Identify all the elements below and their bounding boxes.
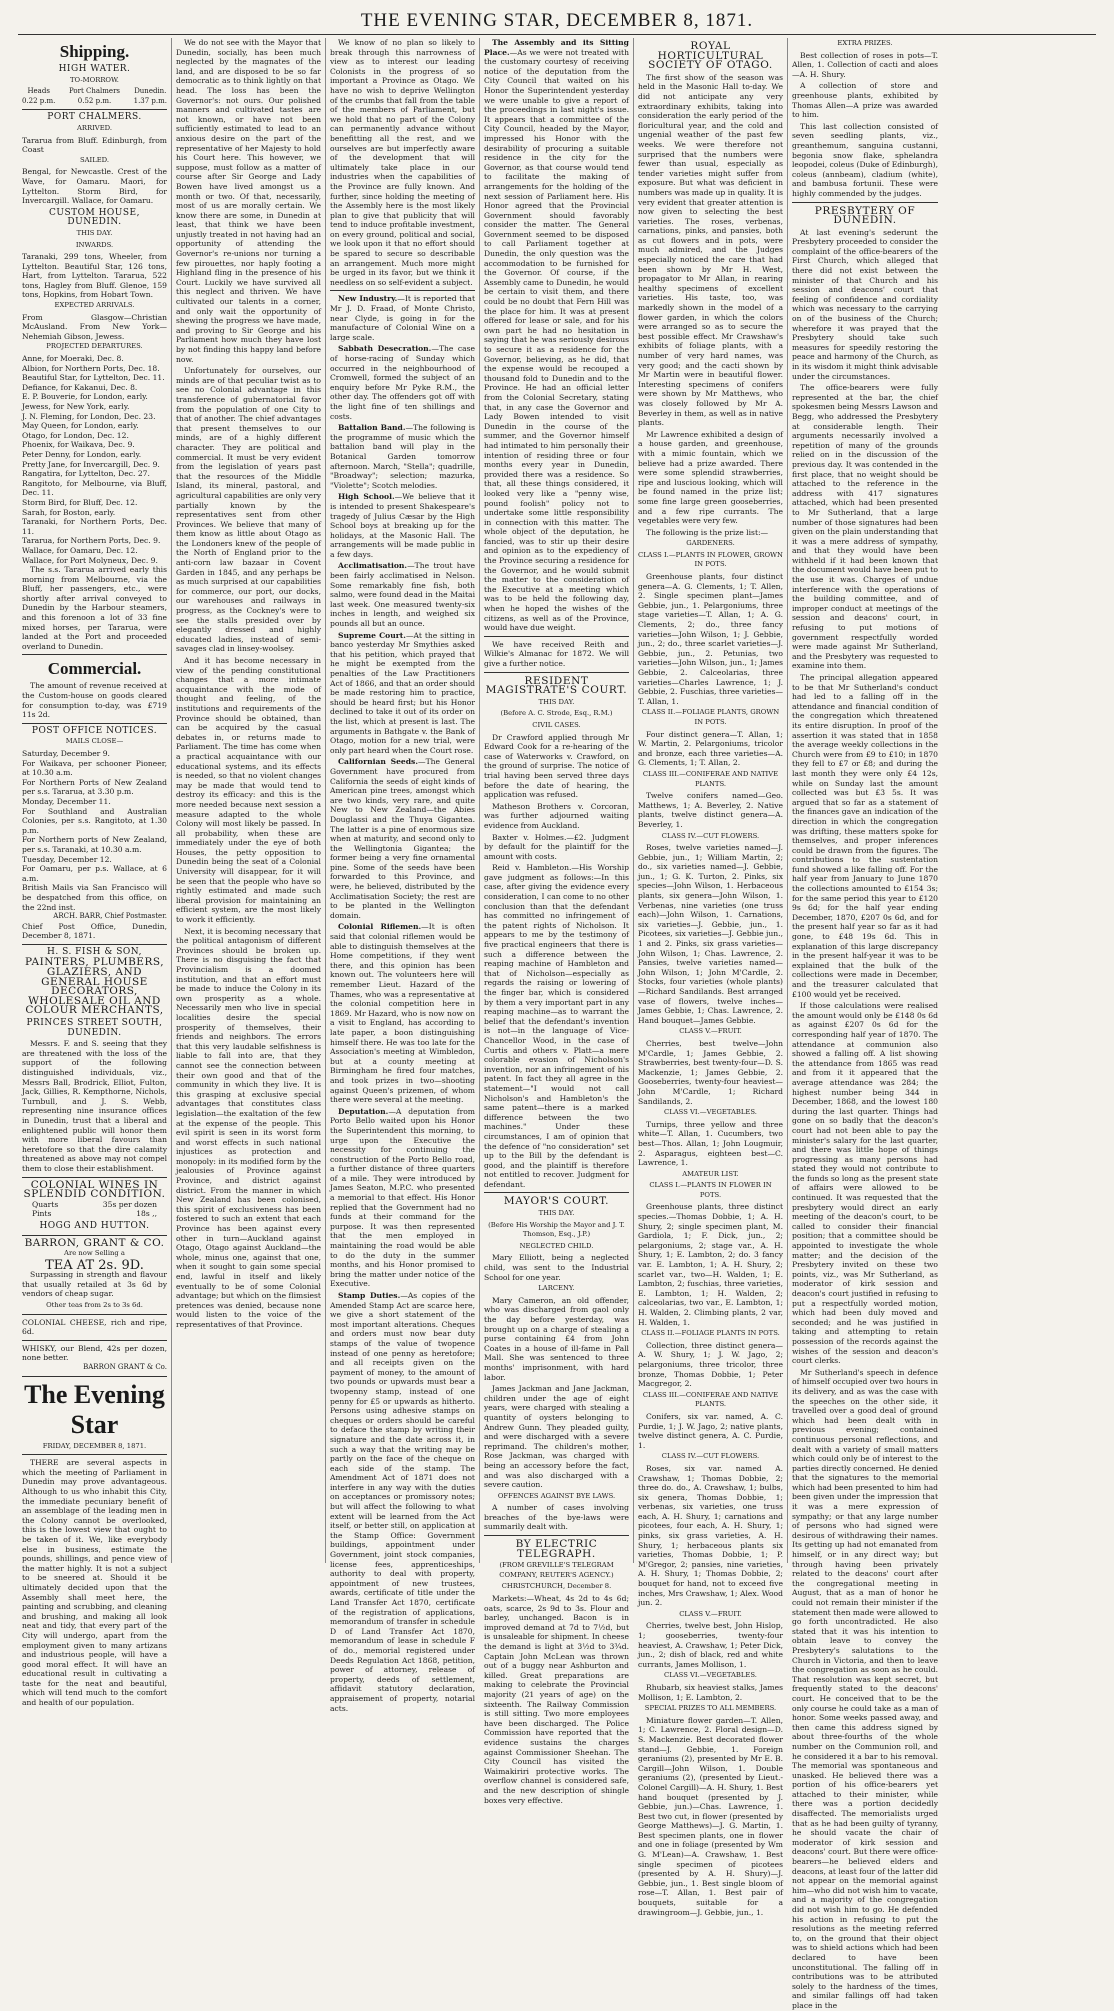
class-heading: CLASS II.—FOLIAGE PLANTS, GROWN IN POTS. [641, 708, 780, 726]
projected-heading: PROJECTED DEPARTURES. [46, 342, 143, 351]
this-day-label: THIS DAY. [76, 228, 113, 237]
postmaster-signature: ARCH. BARR, Chief Postmaster. [53, 912, 167, 921]
fish-text: Messrs. F. and S. seeing that they are threatened with the loss of the support of the following distinguished individuals, viz., Messrs Ball, Brodrick, Elliot, Fulton, Jack, Gillies, R. Kempthorne, Nichols, Turnbull, and J. S. Webb, representing nine insurance offices in Dunedin, trust that a liberal and enlightened public will honor them with more liberal favours than heretofore so that the dire calamity threatened as above may not compel them to close their establishment. [22, 1039, 167, 1173]
mayor-court-before: (Before His Worship the Mayor and J. T. Thomson, Esq., J.P.) [488, 1220, 625, 1239]
class-text: Greenhouse plants, three distinct species.—Thomas Dobbie, 1; A. H. Shury, 2; single specimen plant, M. Gardiola, 1; F. Dick, jun., 2; pelargoniums, 2; stage var., A. H. Shury, 1; E. Lambton, 2; do. 3 fancy var. E. Lambton, 1; A. H. Shury, 2; scarlet var., two—H. Walden, 1; E. Lambton, 2; fuschias, three varieties, E. Lambton, 1; H. Walden, 2; calceolarias, two var., E. Lambton, 1; H. Walden, 2. Climbing plants, 2 var, H. Walden, 1. [638, 1202, 783, 1327]
class-heading: CLASS IV.—CUT FLOWERS. [661, 1452, 760, 1461]
leader-para: Next, it is becoming necessary that the political antagonism of different Provinces should be broken up. There is no disguising the fact that Provincialism is a doomed institution, and that an effort must be made to induce the Colony in its own prosperity as a whole. Necessarily men who live in special localities desire the special prosperity of themselves, their friends and neighbors. The errors that this very laudable selfishness is liable to fall into are, that they cannot see the connection between their own good and that of the community in which they live. It is this grasping at exclusive special advantages that constitutes class legislation—the exaltation of the few at the expense of the people. This evil spirit is seen in its worst form and worst effects in such national injustices as protection and monopoly: in its modified form by the jealousies of Province against Province, and district against district. From the manner in which New Zealand has been colonised, this spirit of exclusiveness has been fostered to such an extent that each Province has been against every other in turn—Auckland against Otago, Otago against Auckland—the whole, minus one, against that one, when it sought to gain some special end, lawful in itself and likely eventually to be of some Colonial advantage; but which on the flimsiest pretences was denied, because none would listen to the voice of the representatives of that Province. [176, 926, 321, 1329]
class-heading: CLASS V.—FRUIT. [679, 1609, 742, 1618]
post-office-date: Chief Post Office, Dunedin, December 8, 1871. [22, 921, 167, 941]
special-prizes-heading: SPECIAL PRIZES TO ALL MEMBERS. [644, 1704, 777, 1713]
presbytery-para: The principal allegation appeared to be that Mr Sutherland's conduct had led to a falling off in the attendance and financial condition of the congregation which threatened its entire disruption. In proof of the assertion it was stated that in 1858 the average weekly collections in the Church were from £9 to £10; in 1870 they fell to £7 or £8; and during the last month they were only £4 12s, while on Sunday last the amount collected was but £3 5s. It was argued that so far as a statement of the finances gave an indication of the direction in which the congregation was drifting, these matters spoke for themselves, and proper inferences could be drawn from the figures. The contributions to the sustentation fund showed a like falling off. For the half year from January to June 1870 the collections amounted to £154 3s; for the same period this year to £120 9s 6d; for the half year ending December, 1870, £207 0s 6d, and for the present half year so far as it had gone, to £48 19s 6d. This in explanation of this large discrepancy in the present half-year it was to be explained that the bulk of the collections were made in December, and the treasurer calculated that £100 would yet be received. [792, 673, 938, 999]
news-item: The Assembly and its Sitting Place.—As we were not treated with the customary courtesy of receiving notice of the deputation from the City Council that waited on his Honor the Superintendent yesterday we were unable to give a report of the proceedings in last night's issue. It appears that a committee of the City Council, headed by the Mayor, impressed his Honor with the desirability of procuring a suitable residence in the city for the Governor, as that course would tend to facilitate the making of arrangements for the holding of the next session of Parliament here. His Honor agreed that the Provincial Government should favorably consider the matter. The General Government seemed to be disposed to call Parliament together at Dunedin, the only question was the accommodation to be furnished for the Governor. Of course, if the Assembly came to Dunedin, he would be certain to visit them, and there could be no doubt that Fern Hill was the place for him. It was at present offered for lease or sale, and for his own part he had no hesitation in saying that he was seriously desirous to secure it as a residence for the Governor, believing, as he did, that the expense would be recouped a thousand fold to Dunedin and to the Province. He had an official letter from the Colonial Secretary, stating that, in any case the Governor and Lady Bowen intended to visit Dunedin in the course of the summer, and the Governor himself had intimated to him personally their intention of residing three or four months every year in Dunedin, provided there was a residence. So that, all these things considered, it looked very like a "penny wise, pound foolish" policy not to undertake some little responsibility in connection with this matter. The whole object of the deputation, he fancied, was to stir up their desire and opinion as to the expediency of the Province securing a residence for the Governor, and he would submit the matter to the consideration of the Executive at a meeting which was to be held the following day, when he hoped the wishes of the citizens, as well as of the Province, would have due weight. [484, 38, 629, 633]
list-item: Otago, for London, Dec. 12. [22, 430, 129, 440]
barron-text: Surpassing in strength and flavour that usually retailed at 3s 6d by vendors of cheap sugar. [22, 1270, 167, 1299]
list-item: Anne, for Moeraki, Dec. 8. [22, 354, 124, 364]
news-item: High School.—We believe that it is intended to present Shakespeare's tragedy of Julius Cæsar by the High School boys at breaking up for the holidays, at the Masonic Hall. The arrangements will be made public in a few days. [330, 492, 475, 559]
special-prizes-text: Miniature flower garden—T. Allen, 1; C. Lawrence, 2. Floral design—D. S. Mackenzie. Best decorated flower stand—J. Gebbie, 1. Foreign geraniums (2), presented by Mr E. B. Cargill—John Wilson, 1. Double geraniums (2), (presented by Lieut.-Colonel Cargill)—A. H. Shury, 1. Best hand bouquet (presented by J. Gebbie, jun.)—Chas. Lawrence, 1. Best two cut, in flower (presented by George Matthews)—J. G. Martin, 1. Best specimen plants, one in flower and one in foliage (presented by Wm G. M'Lean)—A. Crawshaw, 1. Best single specimen of picotees (presented by A. H. Shury)—J. Gebbie, jun., 1. Best single bloom of rose—T. Allan, 1. Best pair of bouquets, suitable for a drawingroom—J. Gebbie, jun., 1. [638, 1715, 783, 1917]
telegraph-heading: BY ELECTRIC TELEGRAPH. [515, 1538, 598, 1560]
rm-court-before: (Before A. C. Strode, Esq., R.M.) [500, 709, 613, 718]
class-heading: CLASS II.—FOLIAGE PLANTS IN POTS. [641, 1329, 780, 1338]
barron-other: Other teas from 2s to 3s 6d. [46, 1301, 143, 1310]
tide-table [22, 87, 167, 106]
column-6 [788, 38, 942, 2010]
list-item: Beautiful Star, for Lyttelton, Dec. 11. [22, 373, 165, 383]
class-heading: CLASS IV.—CUT FLOWERS. [661, 831, 760, 840]
barron-sign: BARRON GRANT & Co. [83, 1363, 167, 1372]
class-text: Twelve conifers named—Geo. Matthews, 1; A. Beverley, 2. Native plants, twelve distinct genera—A. Beverley, 1. [638, 791, 783, 829]
list-item: Wallace, for Oamaru, Dec. 12. [22, 545, 138, 555]
class-heading: CLASS VI.—VEGETABLES. [664, 1671, 757, 1680]
list-item: J. N. Fleming, for London, Dec. 23. [22, 411, 156, 421]
news-item: Californian Seeds.—The General Government have procured from California the seeds of eight kinds of American pine trees, amongst which are two kinds, very rare, and quite New to New Zealand—the Abies Douglassi and the Thuya Gigantea. The latter is a pine of enormous size when at maturity, and second only to the Wellingtonia Gigantea; the former being a very fine ornamental pine. Some of the seeds have been forwarded to this Province, and were, he believed, distributed by the Acclimatisation Society; the rest are to be planted in the Wellington domain. [330, 757, 475, 920]
divider [484, 1192, 629, 1193]
court-para: James Jackman and Jane Jackman, children under the age of eight years, were charged with stealing a quantity of oysters belonging to Andrew Gunn. They pleaded guilty, and were discharged with a severe reprimand. The children's mother, Rose Jackman, was charged with being an accessory before the fact, and was also discharged with a severe caution. [484, 1384, 629, 1490]
court-para: A number of cases involving breaches of the bye-laws were summarily dealt with. [484, 1503, 629, 1532]
neglected-heading: NEGLECTED CHILD. [519, 1241, 594, 1250]
list-item: Monday, December 11. [22, 796, 111, 806]
list-item: Defiance, for Kakanui, Dec. 8. [22, 382, 138, 392]
column-2 [172, 38, 326, 1563]
list-item: Taranaki, for Northern Ports, Dec. 11. [22, 517, 167, 536]
wine-pints: Pints 18s ,, [32, 1209, 157, 1219]
list-item: Saturday, December 9. [22, 749, 110, 758]
court-para: Dr Crawford applied through Mr Edward Cook for a re-hearing of the case of Waterworks v. Crawford, on the ground of surprise. The notice of trial having been served three days before the date of hearing, the application was refused. [484, 732, 629, 800]
rm-court-heading: RESIDENT MAGISTRATE'S COURT. [485, 674, 628, 697]
wines-firm: HOGG AND HUTTON. [39, 1220, 150, 1231]
evening-star-title: The Evening Star [24, 1379, 165, 1439]
columns [18, 38, 1096, 2010]
divider [22, 109, 167, 110]
leader-para: We know of no plan so likely to break through this narrowness of view as to interest our leading Colonists in the progress of so important a Province as Otago. We have no wish to deprive Wellington of the crumbs that fall from the table of the members of Parliament, but we hold that no part of the Colony can permanently advance without benefitting all the rest, and we ourselves are but imperfectly aware of the development that will ultimately take place in our industries when the capabilities of the Province are fully known. And further, since holding the meeting of the Assembly here is the most likely plan to give that publicity that will tend to induce profitable investment, on every ground, political and social, we look upon it that no effort should be spared to secure so describable an arrangement. Much more might be urged in its favor, but we think it needless on so self-evident a subject. [330, 38, 475, 287]
class-text: Cherries, best twelve—John M'Cardle, 1; James Gebbie, 2. Strawberries, best twenty-four—D. S. Mackenzie, 1; James Gebbie, 2. Gooseberries, twenty-four heaviest—John M'Cardle, 1; Richard Sandilands, 2. [638, 1038, 783, 1106]
divider [484, 1535, 629, 1536]
bye-laws-heading: OFFENCES AGAINST BYE LAWS. [497, 1491, 616, 1500]
fish-firm: H. S. FISH & SON, [47, 946, 142, 957]
fish-trade: PAINTERS, PLUMBERS, GLAZIERS, AND GENERAL HOUSE DECORATORS, WHOLESALE OIL AND COLOUR MERCHANTS, [24, 956, 165, 1017]
tomorrow-label: TO-MORROW. [70, 75, 119, 84]
leader-para: And it has become necessary in view of the pending constitutional changes that a more intimate acquaintance with the mode of thought and feeling, of the institutions and requirements of the Province should be obtained, than can be acquired by the casual debates in, or returns made to Parliament. The time has come when a practical acquaintance with our educational systems, and its effects is needed, so that no violent changes may be made that would tend to destroy its efficacy: and this is the more needed because next session a measure adapted to the whole Colony will most likely be passed. In all probability, when these are immediately under the eye of both Houses, the petty opposition to Dunedin being the seat of a Colonial University will disappear, for it will be seen that the people who have so rightly estimated and made such liberal provision for maintaining an efficient system, are the most likely to work it efficiently. [176, 656, 321, 925]
extra-prizes-heading: EXTRA PRIZES. [837, 39, 893, 47]
list-item: For Oamaru, per p.s. Wallace, at 6 a.m. [22, 864, 167, 883]
news-item: Sabbath Desecration.—The case of horse-racing of Sunday which occurred in the neighbourhood of Cromwell, formed the subject of an enquiry before Mr Pyke R.M., the other day. The offenders got off with the light fine of ten shillings and costs. [330, 344, 475, 421]
barron-selling: Are now Selling a [64, 1249, 125, 1258]
list-item: Wallace, for Port Molyneux, Dec. 9. [22, 555, 158, 565]
expected-heading: EXPECTED ARRIVALS. [54, 301, 135, 310]
extra-prizes-text: Best collection of roses in pots—T. Allen, 1. Collection of cacti and aloes—A. H. Shury. [792, 50, 938, 79]
high-water-heading: HIGH WATER. [58, 64, 131, 74]
class-text: Four distinct genera—T. Allan, 1; W. Martin, 2. Pelargoniums, tricolor and bronze, each three varieties—A. G. Clements, 1; T. Allan, 2. [638, 729, 783, 768]
news-item: Deputation.—A deputation from Porto Bello waited upon his Honor the Superintendent this morning, to urge upon the Executive the necessity for continuing the construction of the Porto Bello road, a further distance of three quarters of a mile. They were introduced by James Seaton, M.P.C. who presented a memorial to that effect. His Honor replied that the Government had no funds at their command for the purpose. It was then represented that the men employed in maintaining the road would be able to do the duty in the summer months, and his Honor promised to bring the matter under notice of the Executive. [330, 1106, 475, 1289]
amateur-heading: AMATEUR LIST. [682, 1169, 739, 1178]
news-item: Supreme Court.—At the sitting in banco yesterday Mr Smythies asked that his petition, which prayed that he might be exempted from the penalties of the Law Practitioners Act of 1866, and that an order should be made restoring him to practice, should be heard first; but his Honor declined to take it out of its order on the list, which at present is last. The arguments in Bathgate v. the Bank of Otago, motion for a new trial, were only part heard when the Court rose. [330, 630, 475, 755]
shipping-title: Shipping. [59, 42, 130, 61]
column-1 [18, 38, 172, 1708]
extra-prizes-text: This last collection consisted of seven seedling plants, viz., greanthemum, sanguina custanni, begonia snow flake, sphelandra leopodei, coleus (Duke of Edinburgh), coleus (annbeam), cladium (white), and bambusa fortunii. These were highly commended by the judges. [792, 121, 938, 198]
list-item: For Northern ports of New Zealand, per s.s. Taranaki, at 10.30 a.m. [22, 835, 167, 854]
news-item: Battalion Band.—The following is the programme of music which the battalion band will play in the Botanical Garden tomorrow afternoon. March, "Stella"; quadrille, "Broadway"; selection; mazurka, "Violette"; Scotch melodies. [330, 423, 475, 490]
leader-para: THERE are several aspects in which the meeting of Parliament in Dunedin may prove advantageous. Although to us who inhabit this City, the immediate pecuniary benefit of an assemblage of the leading men in the Colony cannot be overlooked, this is the lowest view that ought to be taken of it. We, like everybody else in business, estimate the pounds, shillings, and pence view of the matter highly. It is not a subject to be sneered at. Should it be ultimately decided upon that the Assembly shall meet here, the painting and scrubbing, and cleaning and brushing, and making all look neat and tidy, that every part of the City will undergo, apart from the employment given to many artizans and industrious people, will have a good moral effect. It will have an educational result in cultivating a taste for the neat and beautiful, which will tend much to the comfort and health of our population. [22, 1458, 167, 1708]
evening-star-date: FRIDAY, DECEMBER 8, 1871. [42, 1441, 147, 1450]
divider [22, 944, 167, 945]
list-item: For Southland and Australian Colonies, per s.s. Rangitoto, at 1.30 p.m. [22, 806, 167, 835]
hort-intro: The first show of the season was held in the Masonic Hall to-day. We did not anticipate any very extraordinary exhibits, taking into consideration the early period of the floricultural year, and the cold and ungenial weather of the past few weeks. We were therefore not surprised that the numbers were fewer than usual, especially as tender varieties might suffer from exposure. But what was deficient in numbers was made up in quality. It is very evident that greater attention is now given to selecting the best varieties. The roses, verbenas, carnations, pinks, and pansies, both as cut flowers and in pots, were much admired, and the Judges especially noticed the care that had been shown by Mr H. West, propagator to Mr Allan, in rearing healthy specimens of excellent varieties. His taste, too, was markedly shown in the model of a flower garden, in which the colors were arranged so as to secure the best possible effect. Mr Crawshaw's exhibits of foliage plants, with a number of very hard names, was very good; and the cacti shown by Mr Martin were in beautiful flower. Interesting specimens of conifers were shown by Mr Matthews, who was closely followed by Mr A. Beverley in them, as well as in native plants. [638, 72, 783, 428]
list-item: Phoenix, for Waikava, Dec. 9. [22, 440, 135, 450]
class-text: Rhubarb, six heaviest stalks, James Mollison, 1; E. Lambton, 2. [638, 1682, 783, 1702]
custom-heading: CUSTOM HOUSE, DUNEDIN. [48, 207, 140, 228]
post-office-heading: POST OFFICE NOTICES. [31, 725, 158, 736]
leader-para: Unfortunately for ourselves, our minds are of that peculiar twist as to see no Colonial advantage in this transference of gubernatorial favor from the population of one City to that of another. The chief advantages that present themselves to our minds, are of a highly different character. They are political and commercial. It must be very evident from the legislation of years past that the resources of the Middle Island, its mineral, pastoral, and agricultural capabilities are only very partially known by the representatives sent from other Provinces. We believe that many of them know as little about Otago as the Londoners knew of the people of the North of England prior to the anti-corn law bazaar in Covent Garden in 1845, and any perhaps be as much surprised at our capabilities for commerce, our port, our docks, our warehouses and railways in progress, as the Cockney's were to see the stalls presided over by elegantly dressed and highly educated ladies, instead of semi-savages clad in linsey-woolsey. [176, 366, 321, 654]
divider [484, 672, 629, 673]
court-para: Mary Cameron, an old offender, who was discharged from gaol only the day before yesterday, was brought up on a charge of stealing a purse containing £4 from John Coates in a house of ill-fame in Pall Mall. She was sentenced to three months' imprisonment, with hard labor. [484, 1295, 629, 1382]
class-heading: CLASS V.—FRUIT. [679, 1027, 742, 1036]
class-text: Turnips, three yellow and three white—T. Allan, 1. Cucumbers, two best—Thos. Allan, 1; John Lougmuir, 2. Asparagus, eighteen best—C. Lawrence, 1. [638, 1119, 783, 1168]
fish-address: PRINCES STREET SOUTH, DUNEDIN. [26, 1018, 163, 1038]
mayor-court-heading: MAYOR'S COURT. [503, 1195, 610, 1208]
news-item: Colonial Riflemen.—It is often said that colonial riflemen would be able to distinguish themselves at the Home competitions, if they went there, and this opinion has been known out. The volunteers here will remember Lieut. Hazard of the Thames, who was a representative at the colonial competition here in 1869. Mr Hazard, who is now now on a visit to England, has according to late paper, a boon distinguishing himself there. He was too late for the Association's meeting at Wimbledon, but at a county meeting at Birmingham he fired four matches, and took prizes in two—shooting against Queen's prizemen, of whom there were several at the meeting. [330, 922, 475, 1105]
class-text: Greenhouse plants, four distinct genera—A. G. Clements, 1; T. Allen, 2. Single specimen plant—James Gebbie, jun., 1. Pelargoniums, three stage varieties—T. Allan, 1; A. G. Clements, 2; do., three fancy varieties—John Wilson, 1; J. Gebbie, jun., 2; do., three scarlet varieties—J. Gebbie, jun., 2. Petunias, two varieties—John Wilson, jun., 1; James Gebbie, 2. Calceolarias, three varieties—Charles Lawrence, 1; J. Gebbie, 2. Fuschias, three varieties—T. Allan, 1. [638, 572, 783, 706]
divider [22, 1454, 167, 1455]
divider [330, 290, 475, 291]
list-item: Rangitoto, for Melbourne, via Bluff, Dec. 11. [22, 478, 167, 498]
horticultural-heading: ROYAL HORTICULTURAL SOCIETY OF OTAGO. [648, 40, 773, 72]
presbytery-para: Mr Sutherland's speech in defence of himself occupied over two hours in its delivery, and as was the case with the speeches on the other side, it travelled over a good deal of ground which had been dealt with in previous evening; contained continuous personal reflections, and dealt with a variety of small matters which could only be of interest to the parties directly concerned. He denied that the signatures to the memorial which had been presented to him had been given under the impression that it was a mere expression of sympathy; or that any large number of persons who had signed were desirous of withdrawing their names. Its getting up had not emanated from himself, or in any direct way; but through having been privately related to the deacons' court after the congregational meeting in August, that as a man of honor he could not remain their minister if the statement then made were allowed to go forth uncontradicted. He also stated that it was his intention to obtain leave to convey the Presbytery's salutations to the Church in Victoria, and then to leave the congregation as soon as he could. That resolution was kept secret, but frequently stated to the deacons' court. He conceived that to be the only course he could take as a man of honor. Some weeks passed away, and then came this address signed by about three-fourths of the whole number on the Communion roll, and he considered it a bar to his removal. The memorial was spontaneous and unasked. He believed there was a portion of his office-bearers yet attached to their minister, while there was a portion decidedly disaffected. The memorialists urged that as he had been guilty of tyranny, he should vacate the chair of moderator of kirk session and deacons' court. But there were office-bearers—he believed elders and deacons, at least four of the latter did not appear on the memorial against him—who did not wish him to vacate, and a majority of the congregation did not wish him to go. He defended his action in refusing to put the resolutions as the meeting referred to, on the ground that their object was to shield actions which had been declared to have been unconstitutional. The falling off in contributions was to be attributed solely to the hardness of the times, and similar fallings off had taken place in the [792, 1367, 938, 2010]
sailed-heading: SAILED. [79, 155, 110, 164]
page-header: THE EVENING STAR, DECEMBER 8, 1871. [18, 0, 1096, 35]
tide-dunedin: Dunedin. 1.37 p.m. [133, 87, 167, 105]
class-text: Roses, twelve varieties named—J. Gebbie, jun., 1; William Martin, 2; do., six varieties named—J. Gebbie, jun., 1; G. K. Turton, 2. Pinks, six species—John Wilson, 1. Herbaceous plants, six genera—John Wilson, 1. Verbenas, nine varieties (one truss each)—John Wilson, 1. Carnations, six varieties—J. Gebbie, jun., 1. Picotees, six varieties—J. Gebbie jun., 1 and 2. Pinks, six grass varieties—John Wilson, 1; Chas. Lawrence, 2. Pansies, twelve varieties named—John Wilson, 1; John M'Cardle, 2. Stocks, four varieties (whole plants)—Richard Sandilands. Best arranged vase of flowers, twelve inches—James Gebbie, 1; Chas. Lawrence, 2. Hand bouquet—James Gebbie. [638, 843, 783, 1025]
column-4 [480, 38, 634, 1805]
barron-cheese: COLONIAL CHEESE, rich and ripe, 6d. [22, 1317, 167, 1337]
barron-tea: TEA AT 2s. 9D. [45, 1257, 144, 1273]
column-5 [634, 38, 788, 1917]
hort-intro: Mr Lawrence exhibited a design of a house garden, and greenhouse, with a mimic fountain, which we believe had a prize awarded. There were some splendid strawberries, ripe and luscious looking, which will be found named in the prize list; some fine large green gooseberries, and a few ripe currants. The vegetables were very few. [638, 429, 783, 526]
mails-close-label: MAILS CLOSE— [65, 737, 124, 746]
divider [22, 654, 167, 655]
shipping-note: The s.s. Tararua arrived early this morning from Melbourne, via the Bluff, her passengers, etc., were shortly after arrival conveyed to Dunedin by the Harbour steamers, and this forenoon a lot of 33 fine mixed horses, per Tararua, were landed at the Port and proceeded overland to Dunedin. [22, 565, 167, 651]
divider [22, 1340, 167, 1341]
wines-title: COLONIAL WINES IN SPLENDID CONDITION. [23, 1178, 166, 1201]
list-item: Albion, for Northern Ports, Dec. 18. [22, 363, 160, 373]
divider [22, 723, 167, 724]
list-item: E. P. Bouverie, for London, early. [22, 392, 148, 402]
telegraph-place: CHRISTCHURCH, December 8. [501, 1582, 612, 1591]
presbytery-para: The office-bearers were fully represented at the bar, the chief spokesmen being Messrs Lawson and Begg, who addressed the Presbytery at considerable length. Their arguments necessarily involved a repetition of many of the grounds relied on in the discussion of the previous day. It was contended in the first place, that no weight should be attached to the reference in the address with 417 signatures attached, which had been presented to Mr Sutherland, that a large number of those signatures had been given on the plain understanding that it was a mere address of sympathy, and that they would have been withheld if it had been known that the document would have been put to the use it was. Charges of undue interference with the operations of the building committee, and of improper conduct at meetings of the session and deacons' court, in refusing to put motions of government respectfully worded were made against Mr Sutherland, and the Presbytery was requested to examine into them. [792, 383, 938, 671]
divider [484, 636, 629, 637]
class-heading: CLASS VI.—VEGETABLES. [664, 1108, 757, 1117]
court-para: Baxter v. Holmes.—£2. Judgment by default for the plaintiff for the amount with costs. [484, 832, 629, 861]
list-item: Peter Denny, for London, early. [22, 449, 142, 459]
news-item: Stamp Duties.—As copies of the Amended Stamp Act are scarce here, we give a short statement of the most important alterations. Cheques and orders must now bear duty stamps of the value of twopence instead of one penny as heretofore; and all receipts given on the payment of money, to the amount of two pounds or upwards must bear a twopenny stamp, instead of one penny for £5 or upwards as hitherto. Persons using adhesive stamps on cheques or orders should be careful to deface the stamp by writing their signature and the date across it, in such a way that the writing may be partly on the face of the cheque on each side of the stamp. The Amendment Act of 1871 does not interfere in any way with the duties on acceptances or promissory notes; but will affect the following to what extent will be learned from the Act itself, or better still, on application at the Stamp Office: Government buildings, appointment under Government, joint stock companies, license fees, apprenticeships, authority to deal with property, appointment of new trustees, awards, certificate of title under the Land Transfer Act 1870, certificate of the registration of applications, memorandum of transfer in schedule D of Land Transfer Act 1870, memorandum of lease in schedule F of do., memorial registered under Deeds Regulation Act 1868, petition, power of attorney, release of property, deeds of settlement, affidavit statutory declaration, appraisement of property, notarial acts. [330, 1291, 475, 1713]
divider [22, 1235, 167, 1236]
projected-list [22, 354, 167, 565]
class-text: Roses, six var. named A. Crawshaw, 1; Thomas Dobbie, 2; three do. do., A. Crawshaw, 1; bulbs, six genera, Thomas Dobbie, 1; verbenas, six varieties, one truss each, A. H. Shury, 1; carnations and picotees, four each, A. H. Shury, 1; pinks, six grass varieties, A. H. Shury, 1; herbaceous plants six varieties, Thomas Dobbie, 1; P. M'Gregor, 2; pansies, nine varieties, A. H. Shury, 1; Thomas Dobbie, 2; bouquet for hand, not to exceed five inches, Mrs Crawshaw, 1; Alex. Wood jun. 2. [638, 1463, 783, 1608]
commercial-text: The amount of revenue received at the Custom-house on goods cleared for consumption to-day, was £719 11s 2d. [22, 681, 167, 720]
tide-port-chalmers: Port Chalmers 0.52 p.m. [68, 87, 121, 105]
sailed-list: Bengal, for Newcastle. Crest of the Wave, for Oamaru. Maori, for Lyttelton. Storm Bird, for Invercargill. Wallace, for Oamaru. [22, 167, 167, 206]
commercial-title: Commercial. [47, 659, 142, 679]
column-3 [326, 38, 480, 1713]
presbytery-para: At last evening's sederunt the Presbytery proceeded to consider the complaint of the office-bearers of the First Church, which alleged that there did not exist between the minister of that Church and his session and deacons' court that feeling of confidence and cordiality which was necessary to the carrying on of the business of the Church; wherefore it was prayed that the Presbytery should take such measures for speedily restoring the peace and harmony of the Church, as in its wisdom it might think advisable under the circumstances. [792, 227, 938, 381]
inwards-heading: INWARDS. [75, 240, 114, 249]
presbytery-heading: PRESBYTERY OF DUNEDIN. [814, 204, 916, 227]
list-item: Storm Bird, for Bluff, Dec. 12. [22, 497, 138, 507]
divider [22, 1314, 167, 1315]
tide-heads: Heads 0.22 p.m. [22, 87, 56, 105]
list-item: For Waikava, per schooner Pioneer, at 10.30 a.m. [22, 758, 167, 778]
class-heading: CLASS III.—CONIFERAE AND NATIVE PLANTS. [642, 1390, 779, 1409]
telegraph-source: (FROM GREVILLE'S TELEGRAM COMPANY, REUTER'S AGENCY.) [499, 1561, 614, 1579]
news-item: Acclimatisation.—The trout have been fairly acclimatised in Nelson. Some remarkably fine fish, both salmo, were found dead in the Maitai last week. One measured twenty-six inches in length, and weighed six pounds all but an ounce. [330, 561, 475, 629]
class-heading: CLASS III.—CONIFERAE AND NATIVE PLANTS. [642, 769, 779, 788]
arrived-heading: ARRIVED. [76, 123, 113, 132]
class-heading: CLASS I.—PLANTS IN FLOWER, GROWN IN POTS. [638, 550, 783, 569]
prize-intro: The following is the prize list:— [646, 527, 769, 537]
port-heading: PORT CHALMERS. [47, 112, 142, 123]
list-item: Rangatira, for Lyttelton, Dec. 27. [22, 469, 150, 479]
larceny-heading: LARCENY. [538, 1284, 575, 1293]
leader-para: We do not see with the Mayor that Dunedin, socially, has been much neglected by the magnates of the land, and are disposed to be so far democratic as to think lightly on that head. The loss has been the Governor's: not ours. Our polished manners and cultivated tastes are not known, or have not been sufficiently estimated to lead to an anxious desire on the part of the representative of her Majesty to hold his Court here. This however, we suppose, must follow as a matter of course after Sir George and Lady Bowen have lived amongst us a month or two. Of that, necessarily, most of us are morally certain. We know there are some, in Dunedin at least, that think we have been unjustly treated in not having had an opportunity of attending the Governor's re-unions nor turning a few pirouettes, nor haply footing a Highland fling in the presence of his Court. Luckily we have survived all this neglect and thriven. We have cultivated our talents in a corner, and only wait the opportunity of shewing the progress we have made, and proving to Sir George and his Parliament how much they have lost by not finding this happy land before now. [176, 38, 321, 364]
news-item: New Industry.—It is reported that Mr J. D. Fraad, of Monte Christo, near Clyde, is going in for the manufacture of Colonial Wine on a large scale. [330, 294, 476, 342]
class-text: Cherries, twelve best, John Hislop, 1; gooseberries, twenty-four heaviest, A. Crawshaw, 1; Peter Dick, jun., 2; dish of black, red and white currants, James Mollison, 1. [638, 1621, 783, 1669]
list-item: Tararua, for Northern Ports, Dec. 9. [22, 536, 161, 546]
barron-firm: BARRON, GRANT & CO. [24, 1236, 165, 1249]
expected-list: From Glasgow—Christian McAusland. From New York—Nehemiah Gibson, Jewess. [22, 312, 167, 341]
class-text: Collection, three distinct genera—A. W. Shury, 1; J. W. Jago, 2; pelargoniums, three tricolor, three bronze, Thomas Dobbie, 1; Peter Macgregor, 2. [638, 1340, 783, 1389]
rm-court-day: THIS DAY. [538, 697, 575, 706]
post-office-list [22, 749, 167, 912]
court-para: Reid v. Hambleton.—His Worship gave judgment as follows:—In this case, after giving the evidence every consideration, I can come to no other conclusion than that the defendant has committed no infringement of the patent rights of Nicholson. It appears to me by the testimony of five practical engineers that there is such a difference between the reaping machine of Hambleton and that of Nicholson—especially as regards the raising or lowering of the finger bar, which is considered by them a very important part in any reaping machine—as to warrant the belief that the defendant's invention is not—in the language of Vice-Chancellor Wood, in the case of Curtis and others v. Platt—a mere colorable evasion of Nicholson's invention, nor an infringement of his patent. In fact they all agree in the statement—"I would not call Nicholson's and Hambleton's the same patent—there is a marked difference between the two machines." Under these circumstances, I am of opinion that the defence of "no consideration" set up to the Bill by the defendant is good, and the plaintiff is therefore not entitled to recover. Judgment for defendant. [484, 863, 629, 1189]
list-item: For Northern Ports of New Zealand per s.s. Tararua, at 3.30 p.m. [22, 777, 167, 797]
list-item: British Mails via San Francisco will be despatched from this office, on the 22nd inst. [22, 883, 167, 912]
divider [22, 1376, 167, 1377]
barron-whisky: WHISKY, our Blend, 42s per dozen, none better. [22, 1343, 167, 1363]
list-item: Pretty Jane, for Invercargill, Dec. 9. [22, 459, 160, 469]
class-heading: CLASS I.—PLANTS IN FLOWER IN POTS. [649, 1181, 772, 1199]
divider [22, 1177, 167, 1178]
inwards-list: Taranaki, 299 tons, Wheeler, from Lyttelton. Beautiful Star, 126 tons, Hart, from Lyttelton. Tararua, 522 tons, Hagley from Bluff. Glenoe, 159 tons, Hopkins, from Hobart Town. [22, 252, 167, 300]
list-item: Sarah, for Boston, early. [22, 507, 116, 517]
class-text: Conifers, six var. named, A. C. Purdie, 1; J. W. Jago, 2; native plants, twelve distinct genera, A. C. Purdie, 1. [638, 1411, 783, 1450]
list-item: Jewess, for New York, early. [22, 402, 130, 411]
wine-quarts: Quarts 35s per dozen [32, 1199, 157, 1209]
list-item: Tuesday, December 12. [22, 854, 112, 864]
civil-cases-heading: CIVIL CASES. [532, 720, 581, 729]
almanac-notice: We have received Reith and Wilkie's Almanac for 1872. We will give a further notice. [484, 639, 629, 668]
divider [792, 202, 938, 203]
gardeners-heading: GARDENERS. [686, 539, 735, 548]
court-para: Mary Elliott, being a neglected child, was sent to the Industrial School for one year. [484, 1253, 629, 1282]
arrived-list: Tararua from Bluff. Edinburgh, from Coast [22, 135, 167, 155]
telegraph-text: Markets:—Wheat, 4s 2d to 4s 6d; oats, scarce, 2s 9d to 3s. Flour and barley, unchanged. Bacon is in improved demand at 7d to 7½d, but is unsaleable for shipment. In cheese the demand is light at 3½d to 3¾d. Captain John McLean was thrown out of a buggy near Ashburton and killed. Great preparations are making to celebrate the Provincial majority (21 years of age) on the sixteenth. The Railway Commission is still sitting. Two more employees have been discharged. The Police Commission have reported that the evidence sustains the charges against Commissioner Sheehan. The City Council has visited the Waimakiriri protective works. The overflow channel is considered safe, and the new description of shingle boxes very effective. [484, 1594, 629, 1805]
court-para: Matheson Brothers v. Corcoran, was further adjourned waiting evidence from Auckland. [484, 801, 629, 830]
mayor-court-day: THIS DAY. [538, 1209, 575, 1218]
presbytery-para: If those calculations were realised the amount would only be £148 0s 6d as against £207 0s 6d for the corresponding half year of 1870. The attendance at communion also showed a falling off. A list showing the attendance from 1865 was read and from it it appeared that the average attendance was 284; the highest number being 344 in December, 1868, and the lowest 180 during the last quarter. Things had gone on so badly that the deacon's court had not been able to pay the minister's salary for the last quarter, and there was little hope of things progressing as many persons had stated they would not contribute to the funds so long as the present state of affairs were allowed to be continued. It was requested that the presbytery would direct an early meeting of the deacon's court, to be called to consider their financial position; that a committee should be appointed to investigate the whole matter; and the decision of the Presbytery invited on these two points, viz., was Mr Sutherland, as moderator of kirk session and deacon's court justified in refusing to put a respectfully worded motion, which had been duly moved and seconded; and he was justified in taking and attempting to retain possession of the records against the wishes of the session and deacon's court clerks. [792, 1001, 938, 1366]
extra-prizes-text: A collection of store and greenhouse plants, exhibited by Thomas Allen—A prize was awarded to him. [792, 81, 938, 120]
list-item: May Queen, for London, early. [22, 421, 139, 431]
